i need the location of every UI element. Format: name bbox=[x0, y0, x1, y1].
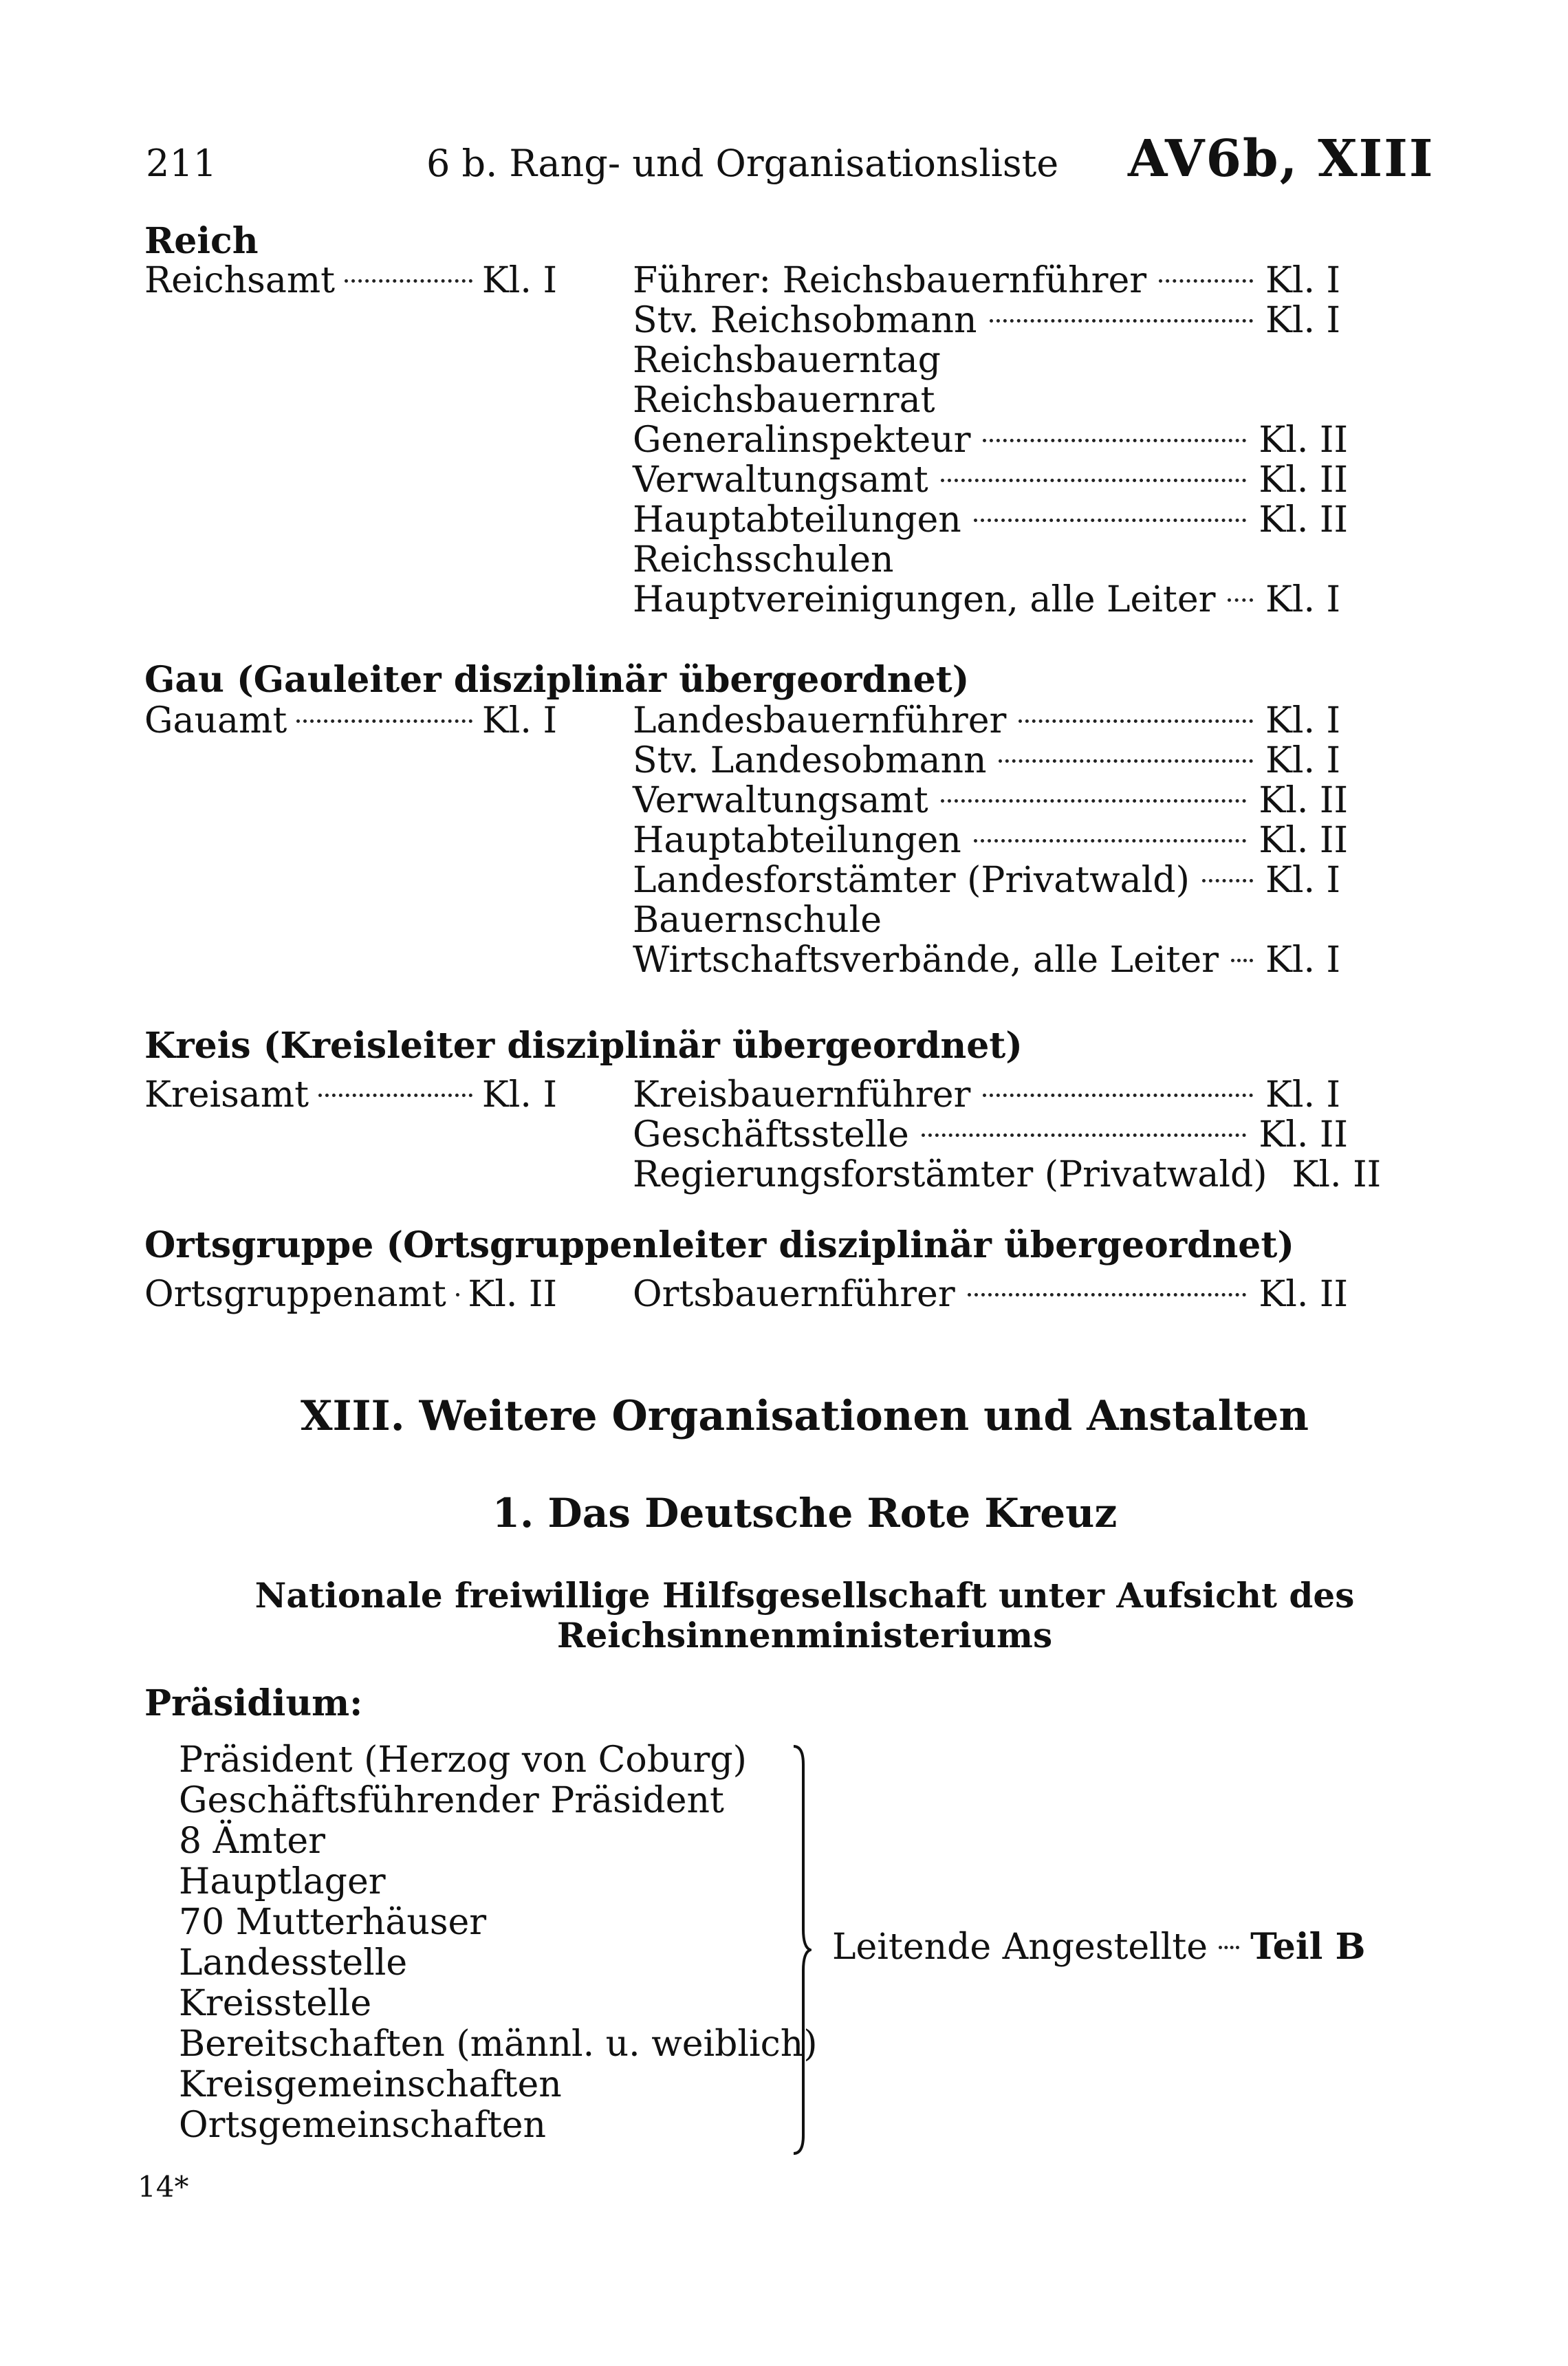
entry-label: Ortsbauernführer bbox=[633, 1274, 955, 1315]
dotted-leader bbox=[1219, 1946, 1239, 1949]
praesidium-item: Hauptlager bbox=[179, 1861, 386, 1902]
praesidium-item: Kreisgemeinschaften bbox=[179, 2064, 562, 2105]
signature-mark: 14* bbox=[138, 2170, 189, 2204]
entry-class: Kl. I bbox=[1265, 300, 1341, 341]
entry-label: Führer: Reichsbauernführer bbox=[633, 260, 1147, 301]
dotted-leader bbox=[1202, 879, 1253, 882]
entry-class: Kl. I bbox=[1265, 1074, 1341, 1116]
entry-class: Kl. I bbox=[1265, 860, 1341, 901]
section-note-line2: Reichsinnenministeriums bbox=[556, 1615, 1053, 1656]
gau-office-label: Gauamt bbox=[144, 700, 287, 741]
entry-row bbox=[633, 380, 1348, 421]
praesidium-item: Landesstelle bbox=[179, 1942, 408, 1984]
entry-label: Kreisbauernführer bbox=[633, 1074, 971, 1116]
entry-label: Bauernschule bbox=[633, 900, 882, 941]
dotted-leader bbox=[941, 799, 1247, 803]
ortsgruppe-heading: Ortsgruppe (Ortsgruppenleiter disziplinär übergeordnet) bbox=[144, 1224, 1294, 1266]
praesidium-item: Geschäftsführender Präsident bbox=[179, 1780, 724, 1821]
dotted-leader bbox=[1019, 719, 1253, 723]
dotted-leader bbox=[296, 719, 472, 723]
dotted-leader bbox=[941, 479, 1247, 482]
entry-label: Hauptabteilungen bbox=[633, 820, 961, 861]
entry-class: Kl. II bbox=[1259, 1274, 1348, 1315]
entry-row bbox=[633, 940, 1348, 981]
entry-row bbox=[633, 900, 1348, 941]
dotted-leader bbox=[1228, 598, 1253, 602]
reich-office-label: Reichsamt bbox=[144, 260, 336, 301]
entry-class: Kl. I bbox=[1265, 740, 1341, 781]
entry-label: Wirtschaftsverbände, alle Leiter bbox=[633, 940, 1219, 981]
dotted-leader bbox=[968, 1293, 1247, 1296]
entry-class: Kl. II bbox=[1259, 780, 1348, 821]
dotted-leader bbox=[974, 519, 1247, 522]
running-title: 6 b. Rang- und Organisationsliste bbox=[426, 142, 1059, 185]
dotted-leader bbox=[974, 839, 1247, 843]
brace-reference: Teil B bbox=[1250, 1926, 1366, 1968]
entry-class: Kl. I bbox=[1265, 940, 1341, 981]
section-note-line1: Nationale freiwillige Hilfsgesellschaft unter Aufsicht des bbox=[254, 1575, 1355, 1616]
entry-class: Kl. II bbox=[1259, 459, 1348, 501]
entry-label: Hauptabteilungen bbox=[633, 499, 961, 541]
ortsgruppe-office-class: Kl. II bbox=[468, 1274, 557, 1315]
entry-row bbox=[633, 499, 1348, 541]
praesidium-item: Bereitschaften (männl. u. weiblich) bbox=[179, 2023, 818, 2065]
entry-row bbox=[633, 820, 1348, 861]
reich-office-row bbox=[144, 260, 557, 301]
entry-label: Stv. Landesobmann bbox=[633, 740, 987, 781]
entry-label: Geschäftsstelle bbox=[633, 1114, 909, 1155]
entry-row bbox=[633, 860, 1348, 901]
right-brace-icon bbox=[791, 1744, 812, 2156]
praesidium-item: Ortsgemeinschaften bbox=[179, 2105, 547, 2146]
brace-label-row bbox=[832, 1926, 1369, 1968]
praesidium-list bbox=[179, 1740, 818, 2146]
entry-class: Kl. I bbox=[1265, 700, 1341, 741]
entry-label: Reichsschulen bbox=[633, 539, 894, 580]
entry-row bbox=[633, 1154, 1382, 1195]
section-code: AV6b, XIII bbox=[1128, 129, 1435, 188]
entry-class: Kl. II bbox=[1292, 1154, 1382, 1195]
gau-office-row bbox=[144, 700, 557, 741]
section-xiii-title: XIII. Weitere Organisationen und Anstalten bbox=[300, 1392, 1309, 1440]
praesidium-item: Kreisstelle bbox=[179, 1983, 372, 2024]
dotted-leader bbox=[999, 759, 1253, 763]
reich-office-class: Kl. I bbox=[481, 260, 557, 301]
entry-row bbox=[633, 539, 1348, 580]
kreis-office-row bbox=[144, 1074, 557, 1116]
praesidium-item: 70 Mutterhäuser bbox=[179, 1902, 487, 1943]
entry-label: Regierungsforstämter (Privatwald) bbox=[633, 1154, 1267, 1195]
entry-label: Reichsbauerntag bbox=[633, 340, 941, 381]
ortsgruppe-office-label: Ortsgruppenamt bbox=[144, 1274, 446, 1315]
entry-class: Kl. II bbox=[1259, 1114, 1348, 1155]
praesidium-heading: Präsidium: bbox=[144, 1682, 363, 1724]
dotted-leader bbox=[345, 279, 472, 283]
entry-label: Verwaltungsamt bbox=[633, 459, 928, 501]
entry-row bbox=[633, 420, 1348, 461]
entry-label: Reichsbauernrat bbox=[633, 380, 935, 421]
entry-row bbox=[633, 1114, 1348, 1155]
kreis-office-class: Kl. I bbox=[481, 1074, 557, 1116]
section-subtitle: 1. Das Deutsche Rote Kreuz bbox=[492, 1490, 1118, 1537]
reich-heading: Reich bbox=[144, 220, 259, 262]
entry-row bbox=[633, 740, 1348, 781]
page-number: 211 bbox=[146, 142, 217, 185]
gau-heading: Gau (Gauleiter disziplinär übergeordnet) bbox=[144, 659, 970, 701]
kreis-office-label: Kreisamt bbox=[144, 1074, 309, 1116]
entry-row bbox=[633, 579, 1348, 620]
brace-label: Leitende Angestellte bbox=[832, 1927, 1208, 1968]
entry-label: Landesforstämter (Privatwald) bbox=[633, 860, 1190, 901]
gau-office-class: Kl. I bbox=[481, 700, 557, 741]
dotted-leader bbox=[1159, 279, 1253, 283]
dotted-leader bbox=[983, 1094, 1253, 1097]
entry-class: Kl. I bbox=[1265, 579, 1341, 620]
entry-class: Kl. II bbox=[1259, 820, 1348, 861]
entry-row bbox=[633, 340, 1348, 381]
entry-class: Kl. I bbox=[1265, 260, 1341, 301]
entry-label: Stv. Reichsobmann bbox=[633, 300, 977, 341]
entry-row bbox=[633, 1274, 1348, 1315]
entry-class: Kl. II bbox=[1259, 499, 1348, 541]
entry-row bbox=[633, 700, 1348, 741]
praesidium-item: Präsident (Herzog von Coburg) bbox=[179, 1739, 747, 1781]
entry-label: Generalinspekteur bbox=[633, 420, 971, 461]
entry-row bbox=[633, 300, 1348, 341]
entry-class: Kl. II bbox=[1259, 420, 1348, 461]
entry-row bbox=[633, 780, 1348, 821]
dotted-leader bbox=[1231, 959, 1253, 962]
praesidium-item: 8 Ämter bbox=[179, 1821, 326, 1862]
dotted-leader bbox=[990, 319, 1253, 323]
entry-row bbox=[633, 260, 1348, 301]
entry-label: Landesbauernführer bbox=[633, 700, 1007, 741]
dotted-leader bbox=[318, 1094, 472, 1097]
entry-row bbox=[633, 1074, 1348, 1116]
dotted-leader bbox=[456, 1293, 459, 1296]
dotted-leader bbox=[922, 1133, 1247, 1137]
entry-row bbox=[633, 459, 1348, 501]
kreis-heading: Kreis (Kreisleiter disziplinär übergeordnet) bbox=[144, 1025, 1023, 1067]
entry-label: Verwaltungsamt bbox=[633, 780, 928, 821]
entry-label: Hauptvereinigungen, alle Leiter bbox=[633, 579, 1216, 620]
ortsgruppe-office-row bbox=[144, 1274, 557, 1315]
dotted-leader bbox=[983, 439, 1246, 442]
